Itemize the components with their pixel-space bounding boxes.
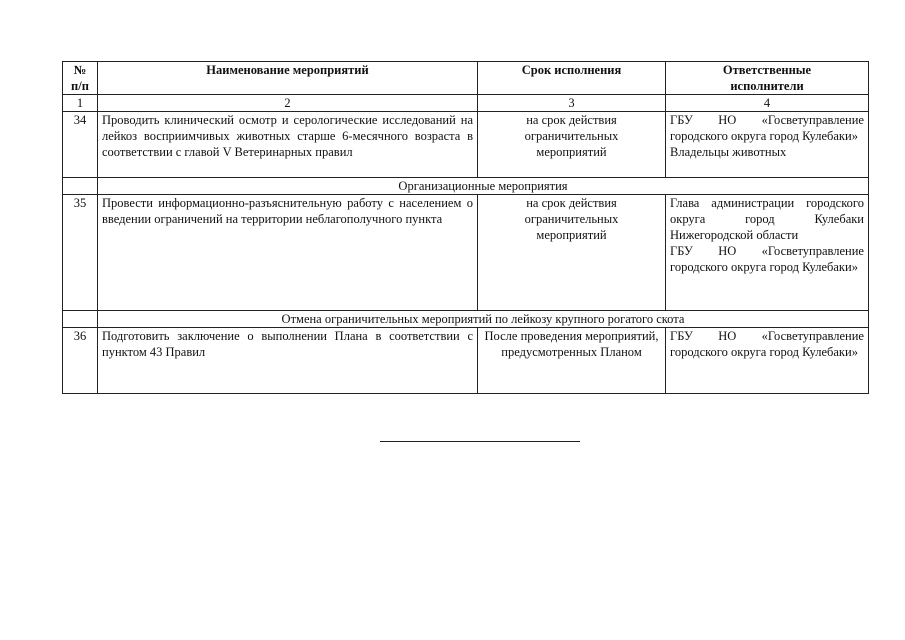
section-row-cancel (63, 311, 869, 328)
row-resp (666, 328, 869, 394)
header-row (63, 62, 869, 95)
section-title-org: Организационные мероприятия (98, 178, 869, 195)
end-of-document-line (380, 441, 580, 442)
row-name: Провести информационно-разъяснительную работу с населением о введении ограничений на территории неблагополучного пункта (98, 195, 478, 311)
section-num-empty (63, 311, 98, 328)
column-number-row (63, 95, 869, 112)
resp-line: Глава администрации городского округа город Кулебаки Нижегородской области (670, 196, 864, 242)
table-row (63, 112, 869, 178)
resp-line: ГБУ НО «Госветуправление городского округа город Кулебаки» (670, 329, 864, 359)
section-row-org (63, 178, 869, 195)
table-row (63, 328, 869, 394)
section-title-cancel: Отмена ограничительных мероприятий по лейкозу крупного рогатого скота (98, 311, 869, 328)
row-name: Проводить клинический осмотр и серологические исследований на лейкоз восприимчивых животных старше 6-месячного возраста в соответствии с главой V Ветеринарных правил (98, 112, 478, 178)
header-num: № п/п (63, 62, 98, 95)
row-term: на срок действия ограничительных мероприятий (478, 112, 666, 178)
row-term: на срок действия ограничительных мероприятий (478, 195, 666, 311)
row-num: 35 (63, 195, 98, 311)
col-number-4: 4 (666, 95, 869, 112)
row-resp (666, 112, 869, 178)
row-term: После проведения мероприятий, предусмотренных Планом (478, 328, 666, 394)
col-number-1: 1 (63, 95, 98, 112)
row-resp (666, 195, 869, 311)
header-name: Наименование мероприятий (98, 62, 478, 95)
resp-line: ГБУ НО «Госветуправление городского округа город Кулебаки» (670, 244, 864, 274)
row-name: Подготовить заключение о выполнении Плана в соответствии с пунктом 43 Правил (98, 328, 478, 394)
col-number-3: 3 (478, 95, 666, 112)
row-num: 36 (63, 328, 98, 394)
measures-table (62, 61, 869, 394)
row-num: 34 (63, 112, 98, 178)
section-num-empty (63, 178, 98, 195)
table-row (63, 195, 869, 311)
header-term: Срок исполнения (478, 62, 666, 95)
resp-line: Владельцы животных (670, 145, 787, 159)
resp-line: ГБУ НО «Госветуправление городского округа город Кулебаки» (670, 113, 864, 143)
col-number-2: 2 (98, 95, 478, 112)
header-resp: Ответственные исполнители (666, 62, 869, 95)
